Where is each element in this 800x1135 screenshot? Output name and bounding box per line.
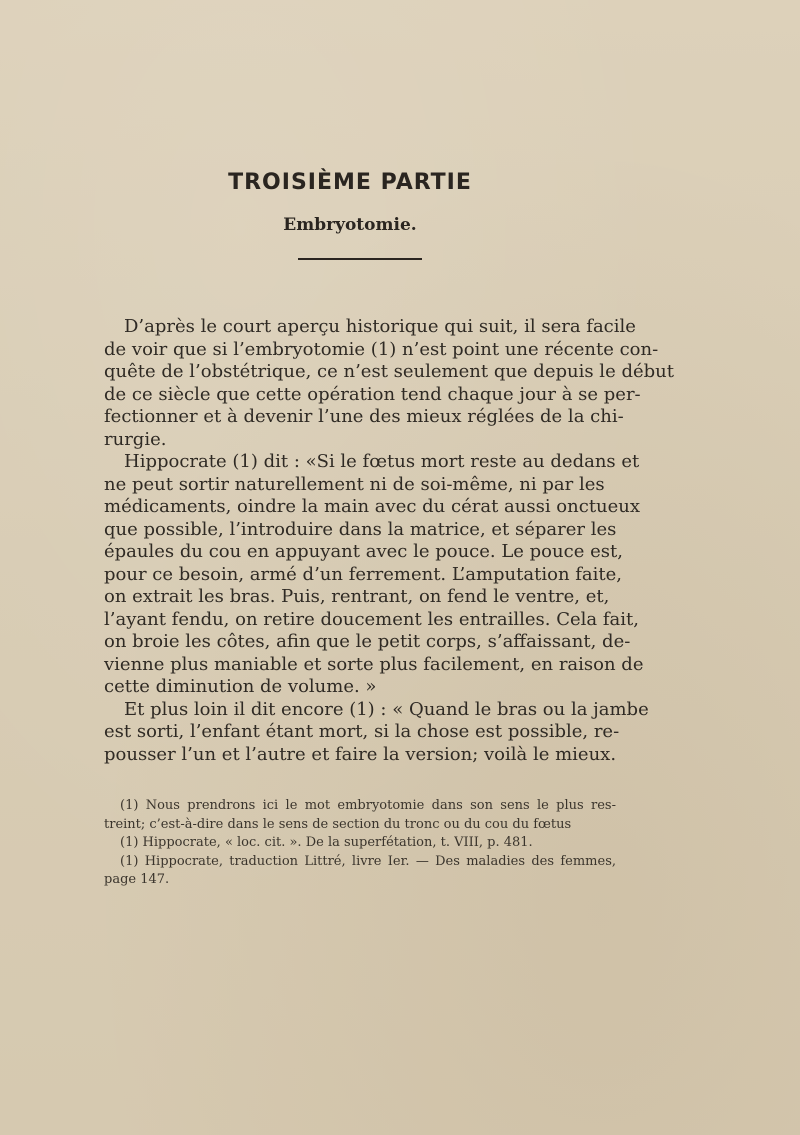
body-line: épaules du cou en appuyant avec le pouce. Le pouce est,: [104, 541, 623, 562]
body-line: on extrait les bras. Puis, rentrant, on fend le ventre, et,: [104, 586, 610, 607]
footnote-line: (1) Nous prendrons ici le mot embryotomie dans son sens le plus res-: [120, 798, 616, 813]
footnote-line: (1) Hippocrate, traduction Littré, livre Ier. — Des maladies des femmes,: [120, 853, 616, 869]
body-line: l’ayant fendu, on retire doucement les entrailles. Cela fait,: [104, 608, 639, 630]
body-line: de voir que si l’embryotomie (1) n’est point une récente con-: [104, 338, 659, 360]
body-line: quête de l’obstétrique, ce n’est seulement que depuis le début: [104, 361, 674, 382]
body-line: on broie les côtes, afin que le petit corps, s’affaissant, de-: [104, 631, 631, 652]
section-title: TROISIÈME PARTIE: [228, 170, 472, 195]
title-divider: [298, 258, 422, 260]
body-line: D’après le court aperçu historique qui suit, il sera facile: [124, 316, 636, 337]
body-text: [104, 316, 674, 766]
body-line: rurgie.: [104, 428, 167, 450]
footnote-line: treint; c’est-à-dire dans le sens de section du tronc ou du cou du fœtus: [104, 816, 572, 832]
body-line: fectionner et à devenir l’une des mieux réglées de la chi-: [104, 406, 624, 427]
body-line: pousser l’un et l’autre et faire la version; voilà le mieux.: [104, 743, 617, 765]
body-line: médicaments, oindre la main avec du cérat aussi onctueux: [104, 496, 641, 517]
body-line: Hippocrate (1) dit : «Si le fœtus mort reste au dedans et: [124, 451, 640, 472]
body-line: est sorti, l’enfant étant mort, si la chose est possible, re-: [104, 721, 620, 742]
body-line: Et plus loin il dit encore (1) : « Quand le bras ou la jambe: [124, 698, 649, 720]
body-line: de ce siècle que cette opération tend chaque jour à se per-: [104, 383, 641, 405]
footnotes: [104, 797, 616, 890]
footnote-line: (1) Hippocrate, « loc. cit. ». De la superfétation, t. VIII, p. 481.: [120, 835, 533, 850]
section-subtitle: Embryotomie.: [283, 215, 417, 235]
body-line: ne peut sortir naturellement ni de soi-même, ni par les: [104, 473, 605, 495]
footnote-line: page 147.: [104, 872, 170, 887]
body-line: vienne plus maniable et sorte plus facilement, en raison de: [104, 653, 644, 675]
body-line: cette diminution de volume. »: [104, 676, 377, 697]
body-line: pour ce besoin, armé d’un ferrement. L’amputation faite,: [104, 563, 623, 585]
body-line: que possible, l’introduire dans la matrice, et séparer les: [104, 518, 617, 540]
